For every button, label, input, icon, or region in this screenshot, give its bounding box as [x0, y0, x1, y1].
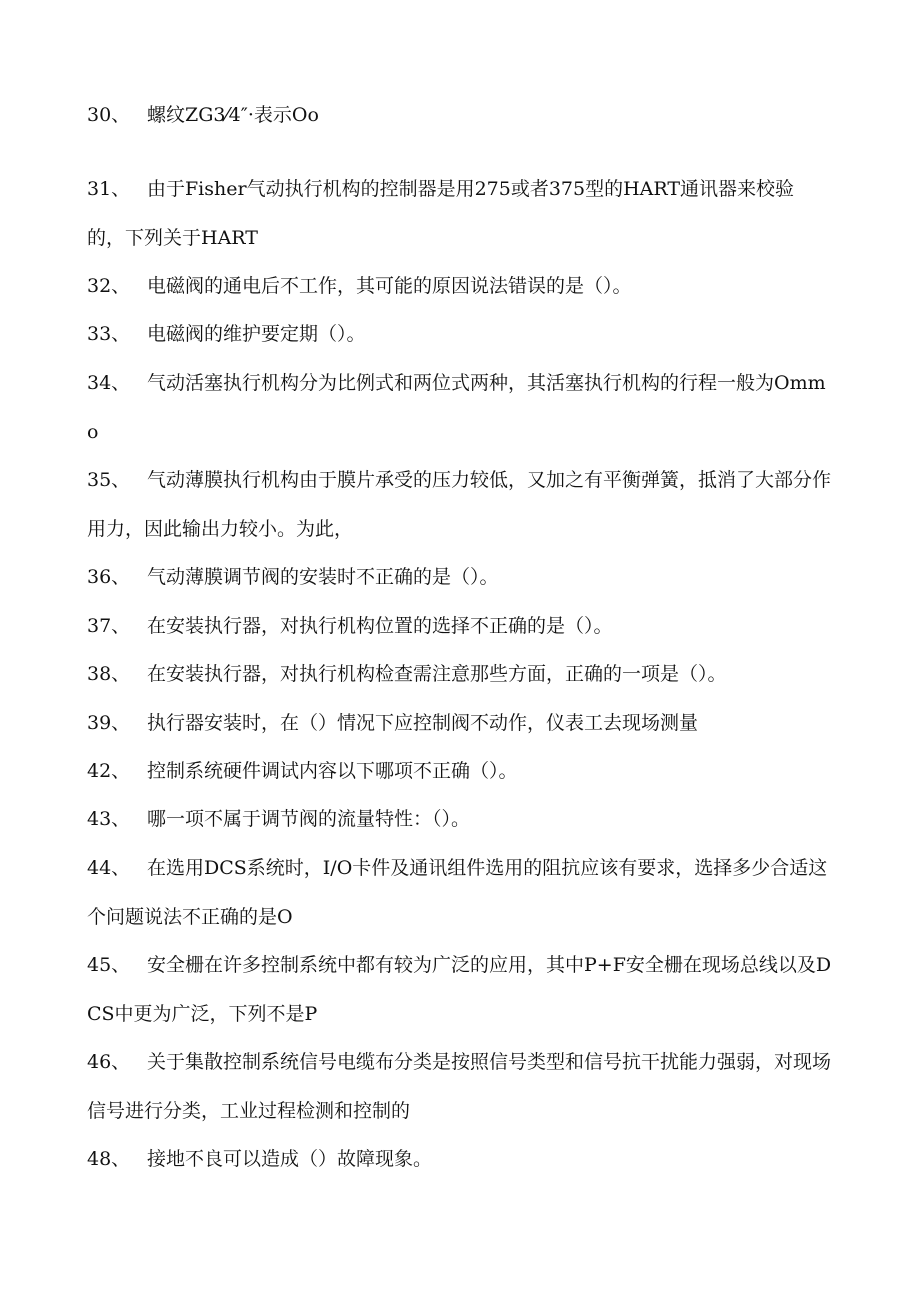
question-number: 31、 — [87, 178, 131, 200]
question-30 — [87, 91, 832, 140]
question-number: 42、 — [87, 760, 131, 782]
question-number: 32、 — [87, 275, 131, 297]
question-45 — [87, 941, 832, 1039]
question-33 — [87, 310, 832, 359]
question-number: 35、 — [87, 469, 131, 491]
question-number: 34、 — [87, 372, 131, 394]
question-number: 30、 — [87, 104, 131, 126]
question-text: 在安装执行器，对执行机构检查需注意那些方面，正确的一项是（）。 — [147, 663, 727, 685]
question-text: 螺纹ZG3⁄4″·表示Oo — [147, 104, 319, 126]
question-number: 38、 — [87, 663, 131, 685]
question-text: 气动活塞执行机构分为比例式和两位式两种，其活塞执行机构的行程一般为Ommo — [87, 372, 826, 443]
question-46 — [87, 1038, 832, 1136]
question-text: 在安装执行器，对执行机构位置的选择不正确的是（）。 — [147, 615, 613, 637]
question-number: 39、 — [87, 712, 131, 734]
question-37 — [87, 602, 832, 651]
question-38 — [87, 650, 832, 699]
question-text: 电磁阀的通电后不工作，其可能的原因说法错误的是（）。 — [147, 275, 632, 297]
question-number: 45、 — [87, 954, 131, 976]
question-48 — [87, 1135, 832, 1184]
question-number: 33、 — [87, 323, 131, 345]
question-42 — [87, 747, 832, 796]
question-39 — [87, 699, 832, 748]
question-35 — [87, 456, 832, 554]
question-43 — [87, 795, 832, 844]
question-text: 气动薄膜调节阀的安装时不正确的是（）。 — [147, 566, 499, 588]
question-text: 关于集散控制系统信号电缆布分类是按照信号类型和信号抗干扰能力强弱，对现场信号进行分类，工业过程检测和控制的 — [87, 1051, 832, 1122]
question-number: 43、 — [87, 808, 131, 830]
question-number: 48、 — [87, 1148, 131, 1170]
question-text: 气动薄膜执行机构由于膜片承受的压力较低，又加之有平衡弹簧，抵消了大部分作用力，因此输出力较小。为此， — [87, 469, 832, 540]
question-number: 44、 — [87, 857, 131, 879]
question-text: 控制系统硬件调试内容以下哪项不正确（）。 — [147, 760, 518, 782]
question-text: 电磁阀的维护要定期（）。 — [147, 323, 366, 345]
question-32 — [87, 262, 832, 311]
question-text: 接地不良可以造成（）故障现象。 — [147, 1148, 433, 1170]
question-text: 哪一项不属于调节阀的流量特性：（）。 — [147, 808, 471, 830]
question-36 — [87, 553, 832, 602]
question-number: 37、 — [87, 615, 131, 637]
question-text: 由于Fisher气动执行机构的控制器是用275或者375型的HART通讯器来校验的，下列关于HART — [87, 178, 795, 249]
question-text: 执行器安装时，在（）情况下应控制阀不动作，仪表工去现场测量 — [147, 712, 699, 734]
question-34 — [87, 359, 832, 457]
question-text: 在选用DCS系统时，I/O卡件及通讯组件选用的阻抗应该有要求，选择多少合适这个问题说法不正确的是O — [87, 857, 828, 928]
question-text: 安全栅在许多控制系统中都有较为广泛的应用，其中P+F安全栅在现场总线以及DCS中更为广泛，下列不是P — [87, 954, 832, 1025]
question-31 — [87, 165, 832, 263]
question-number: 46、 — [87, 1051, 131, 1073]
question-number: 36、 — [87, 566, 131, 588]
question-44 — [87, 844, 832, 942]
